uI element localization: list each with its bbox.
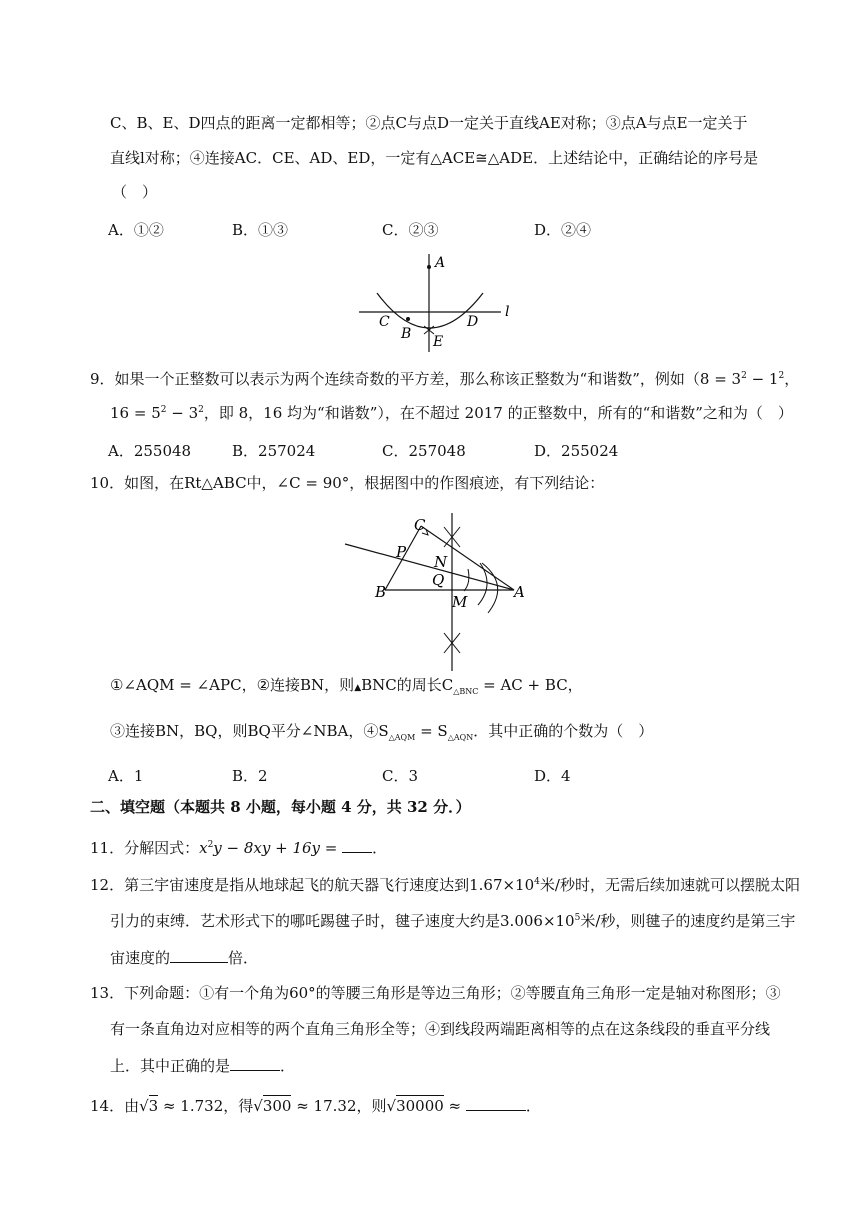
q13-l3-a: 上．其中正确的是 — [110, 1057, 231, 1075]
q10-stmt2-sub1: △AQM — [388, 733, 416, 742]
q9-exp1: 2 — [741, 371, 747, 381]
q8-paren: （ ） — [112, 183, 158, 201]
q12-l1-exp: 4 — [534, 877, 540, 887]
q9-eq1-a: 8 = 3 — [699, 370, 742, 388]
label-l: l — [505, 304, 510, 320]
q8-figure — [355, 248, 525, 354]
q14-radicand-1: 3 — [148, 1097, 159, 1115]
q11-exp: 2 — [207, 840, 214, 850]
q14-line — [90, 1098, 541, 1114]
q10-option-a: A．1 — [108, 767, 144, 785]
q11-line — [90, 840, 387, 856]
q13-line1: 13．下列命题：①有一个角为60°的等腰三角形是等边三角形；②等腰直角三角形一定是轴对称图形；③ — [90, 984, 781, 1002]
q12-l2-a: 引力的束缚．艺术形式下的哪吒踢毽子时，毽子速度大约是3.006×10 — [110, 912, 575, 930]
label-m: M — [452, 593, 468, 611]
q9-text-c: ，即 8，16 均为“和谐数”），在不超过 2017 的正整数中，所有的“和谐数”之和为（ ） — [203, 404, 793, 422]
q9-eq2-a: 16 = 5 — [110, 404, 161, 422]
arc-a2 — [464, 569, 469, 591]
q9-option-d: D．255024 — [534, 442, 619, 460]
small-triangle-icon: ▲ — [354, 683, 362, 693]
q10-option-c: C．3 — [382, 767, 419, 785]
point-b — [406, 317, 410, 321]
label-c: C — [379, 314, 390, 330]
q12-line1 — [90, 878, 800, 893]
q9-option-a: A．255048 — [108, 442, 192, 460]
label-q: Q — [432, 571, 445, 589]
q10-stmt2-a: ③连接BN，BQ，则BQ平分∠NBA，④S — [110, 722, 389, 740]
q9-text-d: ， — [784, 370, 800, 388]
q10-stmt2-c: ．其中正确的个数为（ ） — [473, 722, 654, 740]
q13-answer-blank[interactable] — [230, 1058, 280, 1071]
q9-eq2-b: − 3 — [166, 404, 199, 422]
q9-eq1-b: − 1 — [746, 370, 779, 388]
q12-l3-a: 宙速度的 — [110, 949, 171, 967]
q10-statement-2 — [110, 722, 654, 742]
q8-line1: C、B、E、D四点的距离一定都相等；②点C与点D一定关于直线AE对称；③点A与点E一定关于 — [110, 114, 748, 132]
q11-expr-a: x — [199, 839, 208, 857]
q14-d: ≈ — [443, 1097, 466, 1115]
q11-prefix: 11．分解因式： — [90, 839, 200, 857]
q12-line2 — [110, 914, 795, 929]
q12-l2-exp: 5 — [574, 913, 581, 923]
q12-l3-b: 倍． — [228, 949, 259, 967]
q14-b: ≈ 1.732，得 — [158, 1097, 254, 1115]
bisector-ray — [345, 544, 514, 590]
label-n: N — [434, 553, 448, 571]
q10-option-d: D．4 — [534, 767, 571, 785]
q9-exp3: 2 — [160, 405, 167, 415]
label-e: E — [433, 334, 444, 350]
sqrt-symbol-icon: √ — [253, 1097, 263, 1115]
arc-a1 — [478, 563, 487, 605]
label-c: C — [414, 516, 426, 534]
q13-l3-b: ． — [280, 1057, 296, 1075]
q10-stmt1-sub: △BNC — [453, 687, 479, 696]
q9-line2 — [110, 406, 793, 421]
q13-line3 — [110, 1058, 295, 1074]
point-a — [427, 265, 431, 269]
q10-stmt1-c: = AC + BC， — [478, 676, 583, 694]
q9-line1 — [90, 372, 799, 387]
q12-l1-b: 米/秒时，无需后续加速就可以摆脱太阳 — [539, 876, 800, 894]
q14-e: ． — [525, 1097, 541, 1115]
q10-line1: 10．如图，在Rt△ABC中，∠C = 90°，根据图中的作图痕迹，有下列结论： — [90, 474, 605, 492]
q10-stmt2-b: = S — [415, 722, 448, 740]
q14-radicand-3: 30000 — [396, 1097, 444, 1115]
q12-l1-a: 12．第三宇宙速度是指从地球起飞的航天器飞行速度达到1.67×10 — [90, 876, 535, 894]
q14-radicand-2: 300 — [262, 1097, 292, 1115]
q12-l2-b: 米/秒，则毽子的速度约是第三宇 — [580, 912, 796, 930]
q14-c: ≈ 17.32，则 — [291, 1097, 387, 1115]
q8-option-a: A．①② — [108, 221, 164, 239]
label-b: B — [401, 326, 412, 342]
q13-line2: 有一条直角边对应相等的两个直角三角形全等；④到线段两端距离相等的点在这条线段的垂直平分线 — [110, 1020, 771, 1038]
q9-option-b: B．257024 — [232, 442, 316, 460]
q10-option-b: B．2 — [232, 767, 268, 785]
q11-expr-b: y − 8xy + 16y = — [213, 839, 343, 857]
q10-figure — [340, 505, 535, 675]
label-b: B — [375, 583, 387, 601]
q8-line2: 直线l对称；④连接AC．CE、AD、ED，一定有△ACE≅△ADE．上述结论中，正确结论的序号是 — [110, 149, 759, 167]
q14-a: 14．由 — [90, 1097, 140, 1115]
q10-statement-1 — [110, 676, 583, 696]
q10-stmt2-sub2: △AQN — [447, 733, 474, 742]
q9-text-a: 9．如果一个正整数可以表示为两个连续奇数的平方差，那么称该正整数为“和谐数”，例如（ — [90, 370, 700, 388]
q8-option-c: C．②③ — [382, 221, 439, 239]
q11-suffix: ． — [372, 839, 388, 857]
q10-stmt1-b: BNC的周长C — [361, 676, 454, 694]
q11-answer-blank[interactable] — [342, 840, 372, 853]
q9-exp2: 2 — [778, 371, 785, 381]
q12-answer-blank[interactable] — [170, 950, 228, 963]
q10-stmt1-a: ①∠AQM = ∠APC，②连接BN，则 — [110, 676, 355, 694]
label-a: A — [514, 583, 525, 601]
sqrt-symbol-icon: √ — [139, 1097, 149, 1115]
section-heading-fill-in: 二、填空题（本题共 8 小题，每小题 4 分，共 32 分．） — [90, 798, 471, 816]
q14-answer-blank[interactable] — [466, 1098, 526, 1111]
q12-line3 — [110, 950, 258, 966]
q9-option-c: C．257048 — [382, 442, 466, 460]
label-d: D — [467, 314, 479, 330]
label-a: A — [435, 255, 446, 271]
q8-option-d: D．②④ — [534, 221, 592, 239]
q8-option-b: B．①③ — [232, 221, 289, 239]
label-p: P — [396, 543, 407, 561]
q9-exp4: 2 — [198, 405, 204, 415]
sqrt-symbol-icon: √ — [386, 1097, 397, 1115]
